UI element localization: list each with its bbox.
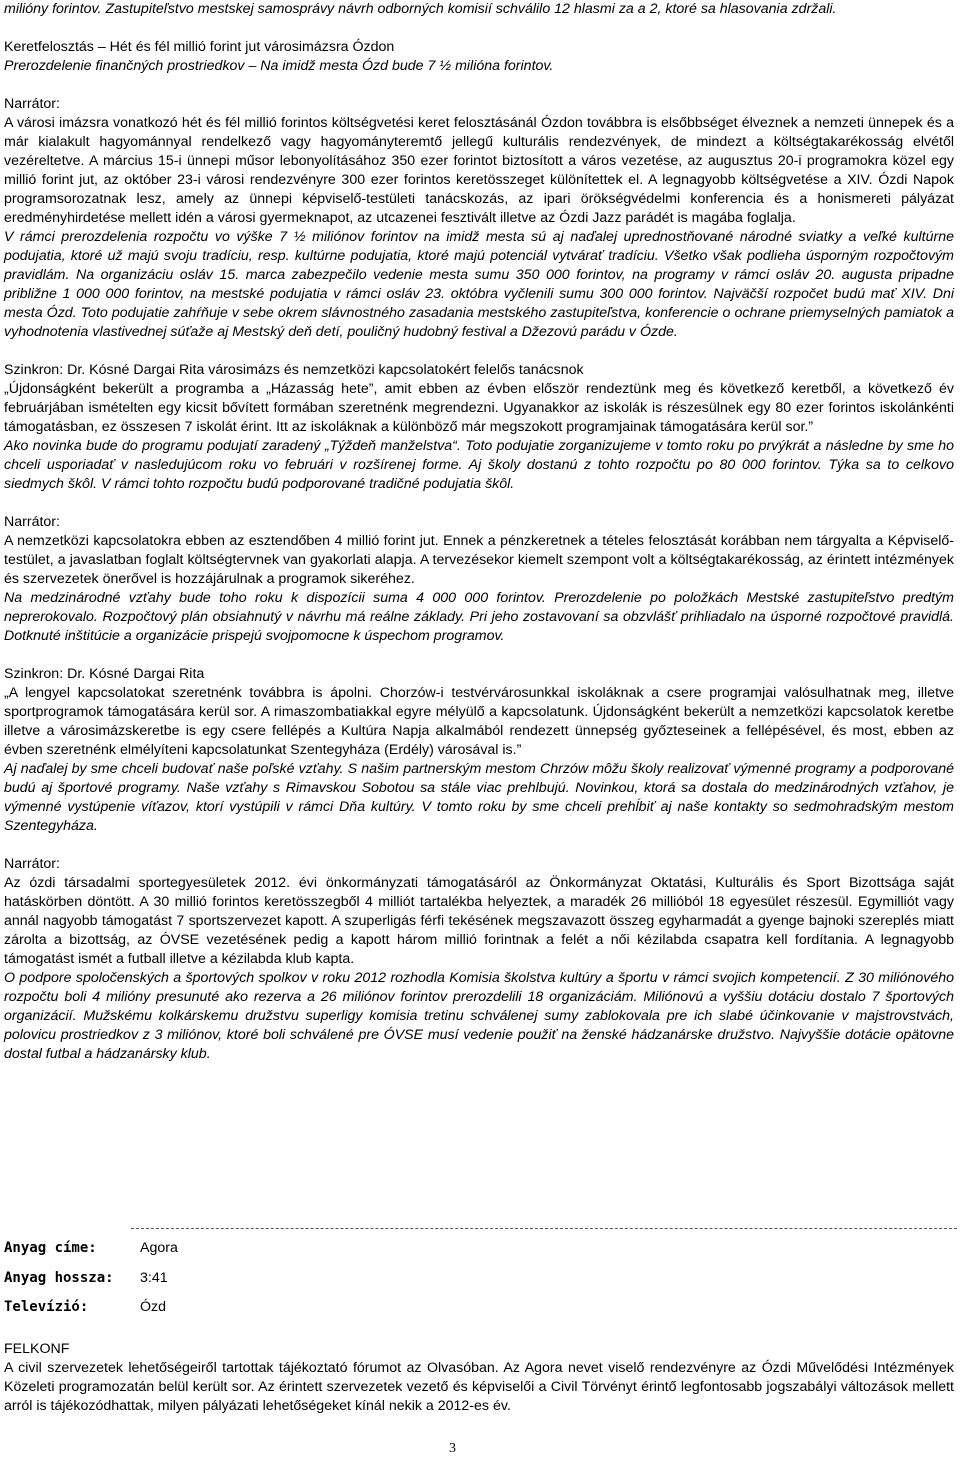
meta-title-label: Anyag címe:	[4, 1240, 97, 1256]
paragraph: Prerozdelenie finančných prostriedkov – Na imidž mesta Ózd bude 7 ½ milióna forintov.	[4, 58, 554, 74]
section-heading: FELKONF	[4, 1341, 70, 1357]
paragraph-spacer	[4, 19, 954, 38]
paragraph: Narrátor:	[4, 96, 60, 112]
paragraph: Narrátor:	[4, 514, 60, 530]
paragraph-spacer	[4, 646, 954, 665]
paragraph: O podpore spoločenských a športových spolkov v roku 2012 rozhodla Komisia školstva kultúry a športu v rámci svojich kompetencií. Z 30 miliónového rozpočtu boli 4 milióny presunuté ako rezerva a 26 miliónov forintov prerozdelili 18 organizáciám. Miliónovú a vyššiu dotáciu dostalo 7 športových organizácií. Mužskému kolkárskemu družstvu superligy komisia tretinu schválenej sumy zablokovala pre ich slabé účinkovanie v majstrovstvách, polovicu prostriedkov z 3 miliónov, ktoré boli schválené pre ÓVSE musí vedenie použiť na ženské hádzanárske družstvo. Najvyššie dotácie opätovne dostal futbal a hádzanársky klub.	[4, 970, 954, 1062]
paragraph: Szinkron: Dr. Kósné Dargai Rita városimázs és nemzetközi kapcsolatokért felelős tanácsnok	[4, 362, 584, 378]
paragraph: „A lengyel kapcsolatokat szeretnénk továbbra is ápolni. Chorzów-i testvérvárosunkkal iskoláknak a csere programjai valósulhatnak meg, illetve sportprogramok támogatására kerül sor. A rimaszombatiakkal egyre mélyülő a kapcsolatunk. Újdonságként bekerült a nemzetközi kapcsolatok keretbe illetve a városimázskeretbe is egy csere fellépés a Kultúra Napja alkalmából rendezett ünnepség győzteseinek a fellépésével, és most, ebben az évben szeretnénk elmélyíteni kapcsolatunkat Szentegyháza (Erdély) városával is.”	[4, 685, 954, 758]
paragraph: A városi imázsra vonatkozó hét és fél millió forintos költségvetési keret felosztásánál Ózdon továbbra is elsőbbséget élveznek a nemzeti ünnepek és a már kialakult hagyománnyal rendelkező vagy hagyományteremtő jellegű kulturális rendezvények, de mindezt a költségtakarékosság elvétől vezéreltetve. A március 15-i ünnepi műsor lebonyolításához 350 ezer forintot biztosított a város vezetése, az augusztus 20-i programokra közel egy millió forint jut, az október 23-i városi rendezvényre 300 ezer forintos keretösszeget különítettek el. A legnagyobb költségvetése a XIV. Ózdi Napok programsorozatnak lesz, amely az ünnepi képviselő-testületi tanácskozás, az ipari örökségvédelmi konferencia és a honismereti pályázat eredményhirdetése mellett idén a városi gyermeknapot, az utcazenei fesztivált illetve az Ózdi Jazz parádét is magába foglalja.	[4, 115, 954, 226]
paragraph: V rámci prerozdelenia rozpočtu vo výške 7 ½ miliónov forintov na imidž mesta sú aj naďalej uprednostňované národné sviatky a veľké kultúrne podujatia, ktoré už majú svoju tradíciu, resp. kultúrne podujatia, ktoré majú potenciál vytvárať tradíciu. Všetko však podlieha úsporným rozpočtovým pravidlám. Na organizáciu osláv 15. marca zabezpečilo vedenie mesta sumu 350 000 forintov, na programy v rámci osláv 20. augusta pripadne približne 1 000 000 forintov, na mestské podujatia v rámci osláv 23. októbra vyčlenili sumu 300 000 forintov. Najväčší rozpočet budú mať XIV. Dni mesta Ózd. Toto podujatie zahŕňuje v sebe okrem slávnostného zasadania mestského zastupiteľstva, konferencie o ochrane priemyselných pamiatok a vyhodnotenia vlastivednej súťaže aj Mestský deň detí, pouličný hudobný festival a Džezovú parádu v Ózde.	[4, 229, 954, 340]
paragraph-spacer	[4, 494, 954, 513]
meta-length-label: Anyag hossza:	[4, 1270, 114, 1286]
paragraph-spacer	[4, 342, 954, 361]
paragraph-spacer	[4, 836, 954, 855]
meta-length-value: 3:41	[140, 1270, 168, 1286]
section-body: A civil szervezetek lehetőségeiről tartottak tájékoztató fórumot az Olvasóban. Az Agora nevet viselő rendezvényre az Ózdi Művelődési Intézmények Közeleti programozatán belül került sor. Az érintett szervezetek vezető és képviselői a Civil Törvényt érintő legfontosabb jogszabályi változások mellett arról is tájékozódhattak, milyen pályázati lehetőségeket kínál nekik a 2012-es év.	[4, 1360, 954, 1414]
felkonf-section	[4, 1340, 954, 1416]
paragraph-spacer	[4, 76, 954, 95]
paragraph: Az ózdi társadalmi sportegyesületek 2012. évi önkormányzati támogatásáról az Önkormányzat Oktatási, Kulturális és Sport Bizottsága saját hatáskörben döntött. A 30 millió forintos keretösszegből 4 milliót tartalékba helyeztek, a maradék 26 millióból 18 egyesület részesül. Egymilliót vagy annál nagyobb támogatást 7 sportszervezet kapott. A szuperligás férfi tekésének megszavazott összeg egyharmadát a gyenge bajnoki szereplés miatt zárolta a bizottság, az ÓVSE vezetésének pedig a kapott három millió forintnak a felét a női kézilabda csapatra kell fordítania. A legnagyobb támogatást ismét a futball illetve a kézilabda klub kapta.	[4, 875, 954, 967]
page-number: 3	[449, 1441, 456, 1456]
paragraph: „Újdonságként bekerült a programba a „Házasság hete”, amit ebben az évben először rendeztünk meg és következő keretből, a következő év februárjában ismételten egy kicsit bővített formában szeretnénk megrendezni. Ugyanakkor az iskolák is részesülnek egy 80 ezer forintos iskolánkénti támogatásban, ez összesen 7 iskolát érint. Itt az iskoláknak a különböző már megszokott programjainak támogatására kerül sor.”	[4, 381, 954, 435]
paragraph: Ako novinka bude do programu podujatí zaradený „Týždeň manželstva“. Toto podujatie zorganizujeme v tomto roku po prvýkrát a následne by sme ho chceli usporiadať v nasledujúcom roku vo februári v rozšírenej forme. Aj školy dostanú z tohto rozpočtu po 80 000 forintov. Týka sa to celkovo siedmych škôl. V rámci tohto rozpočtu budú podporované tradičné podujatia škôl.	[4, 438, 954, 492]
paragraph: milióny forintov. Zastupiteľstvo mestskej samosprávy návrh odborných komisií schválilo 12 hlasmi za a 2, ktoré sa hlasovania zdržali.	[4, 1, 837, 17]
paragraph: Aj naďalej by sme chceli budovať naše poľské vzťahy. S našim partnerským mestom Chrzów môžu školy realizovať výmenné programy a podporované budú aj športové programy. Naše vzťahy s Rimavskou Sobotou sa stále viac prehlbujú. Novinkou, ktorá sa dostala do medzinárodných vzťahov, je výmenné vystúpenie víťazov, ktorí vystúpili v rámci Dňa kultúry. V tomto roku by sme chceli prehĺbiť aj naše kontakty so sedmohradským mestom Szentegyháza.	[4, 761, 954, 834]
meta-title-value: Agora	[140, 1240, 178, 1256]
paragraph: Szinkron: Dr. Kósné Dargai Rita	[4, 666, 205, 682]
document-body	[4, 0, 954, 1064]
meta-tv-value: Ózd	[140, 1299, 167, 1315]
paragraph: Narrátor:	[4, 856, 60, 872]
paragraph: Na medzinárodné vzťahy bude toho roku k dispozícii suma 4 000 000 forintov. Prerozdelenie po položkách Mestské zastupiteľstvo predtým neprerokovalo. Rozpočtový plán obsiahnutý v návrhu má reálne základy. Pri jeho zostavovaní sa obzvlášť prihliadalo na úsporné rozpočtové pravidlá. Dotknuté inštitúcie a organizácie prispejú svojpomocne k úspechom programov.	[4, 590, 954, 644]
meta-tv-label: Televízió:	[4, 1299, 89, 1315]
paragraph: Keretfelosztás – Hét és fél millió forint jut városimázsra Ózdon	[4, 39, 395, 55]
paragraph: A nemzetközi kapcsolatokra ebben az esztendőben 4 millió forint jut. Ennek a pénzkeretnek a tételes felosztását korábban nem tárgyalta a Képviselő-testület, a javaslatban foglalt költségtervnek van gyakorlati alapja. A tervezésekor kiemelt szempont volt a költségtakarékosság, az érintett intézmények és szervezetek önerővel is hozzájárulnak a programok sikeréhez.	[4, 533, 954, 587]
separator-line	[131, 1228, 957, 1229]
